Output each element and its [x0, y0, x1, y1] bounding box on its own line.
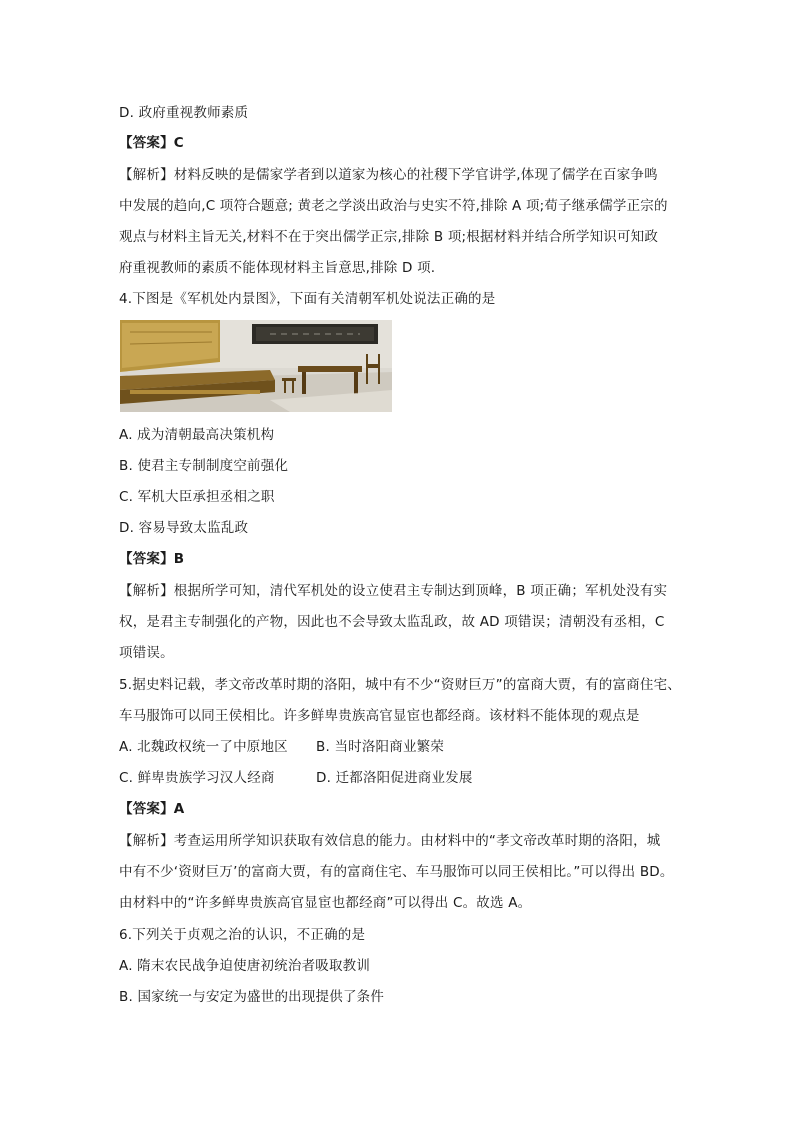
q3-answer: 【答案】C — [119, 135, 184, 151]
q5-option-a: A. 北魏政权统一了中原地区 — [119, 739, 288, 755]
q6-question: 6.下列关于贞观之治的认识，不正确的是 — [119, 927, 366, 943]
q4-option-b: B. 使君主专制制度空前强化 — [119, 458, 289, 474]
photo-military-office-interior — [120, 320, 392, 412]
q4-answer: 【答案】B — [119, 551, 185, 567]
q4-option-d: D. 容易导致太监乱政 — [119, 520, 249, 536]
q3-analysis-line-1: 【解析】材料反映的是儒家学者到以道家为核心的社稷下学官讲学,体现了儒学在百家争鸣 — [119, 167, 658, 183]
q5-analysis-line-3: 由材料中的“许多鲜卑贵族高官显宦也都经商”可以得出 C。故选 A。 — [119, 895, 532, 911]
q5-answer: 【答案】A — [119, 801, 185, 817]
q5-question-line-1: 5.据史料记载，孝文帝改革时期的洛阳，城中有不少“资财巨万”的富商大贾，有的富商住宅、 — [119, 677, 681, 693]
q5-option-b: B. 当时洛阳商业繁荣 — [316, 739, 445, 755]
q5-analysis-line-1: 【解析】考查运用所学知识获取有效信息的能力。由材料中的“孝文帝改革时期的洛阳，城 — [119, 833, 661, 849]
q5-analysis-line-2: 中有不少‘资财巨万’的富商大贾，有的富商住宅、车马服饰可以同王侯相比。”可以得出 BD。 — [119, 864, 674, 880]
q6-option-a: A. 隋末农民战争迫使唐初统治者吸取教训 — [119, 958, 371, 974]
q3-analysis-line-3: 观点与材料主旨无关,材料不在于突出儒学正宗,排除 B 项;根据材料并结合所学知识可知政 — [119, 229, 659, 245]
q5-option-c: C. 鲜卑贵族学习汉人经商 — [119, 770, 275, 786]
q4-question: 4.下图是《军机处内景图》，下面有关清朝军机处说法正确的是 — [119, 291, 496, 307]
q4-option-a: A. 成为清朝最高决策机构 — [119, 427, 275, 443]
q6-option-b: B. 国家统一与安定为盛世的出现提供了条件 — [119, 989, 385, 1005]
q3-option-d: D. 政府重视教师素质 — [119, 105, 249, 121]
q4-option-c: C. 军机大臣承担丞相之职 — [119, 489, 275, 505]
q4-analysis-line-1: 【解析】根据所学可知，清代军机处的设立使君主专制达到顶峰，B 项正确；军机处没有实 — [119, 583, 668, 599]
q3-analysis-line-2: 中发展的趋向,C 项符合题意; 黄老之学淡出政治与史实不符,排除 A 项;荀子继承儒学正宗的 — [119, 198, 668, 214]
q5-question-line-2: 车马服饰可以同王侯相比。许多鲜卑贵族高官显宦也都经商。该材料不能体现的观点是 — [119, 708, 640, 724]
q5-options-row-1 — [119, 738, 288, 756]
q4-analysis-line-3: 项错误。 — [119, 645, 174, 661]
q3-analysis-line-4: 府重视教师的素质不能体现材料主旨意思,排除 D 项. — [119, 260, 436, 276]
q4-analysis-line-2: 权，是君主专制强化的产物，因此也不会导致太监乱政，故 AD 项错误；清朝没有丞相，C — [119, 614, 665, 630]
q5-option-d: D. 迁都洛阳促进商业发展 — [316, 770, 473, 786]
